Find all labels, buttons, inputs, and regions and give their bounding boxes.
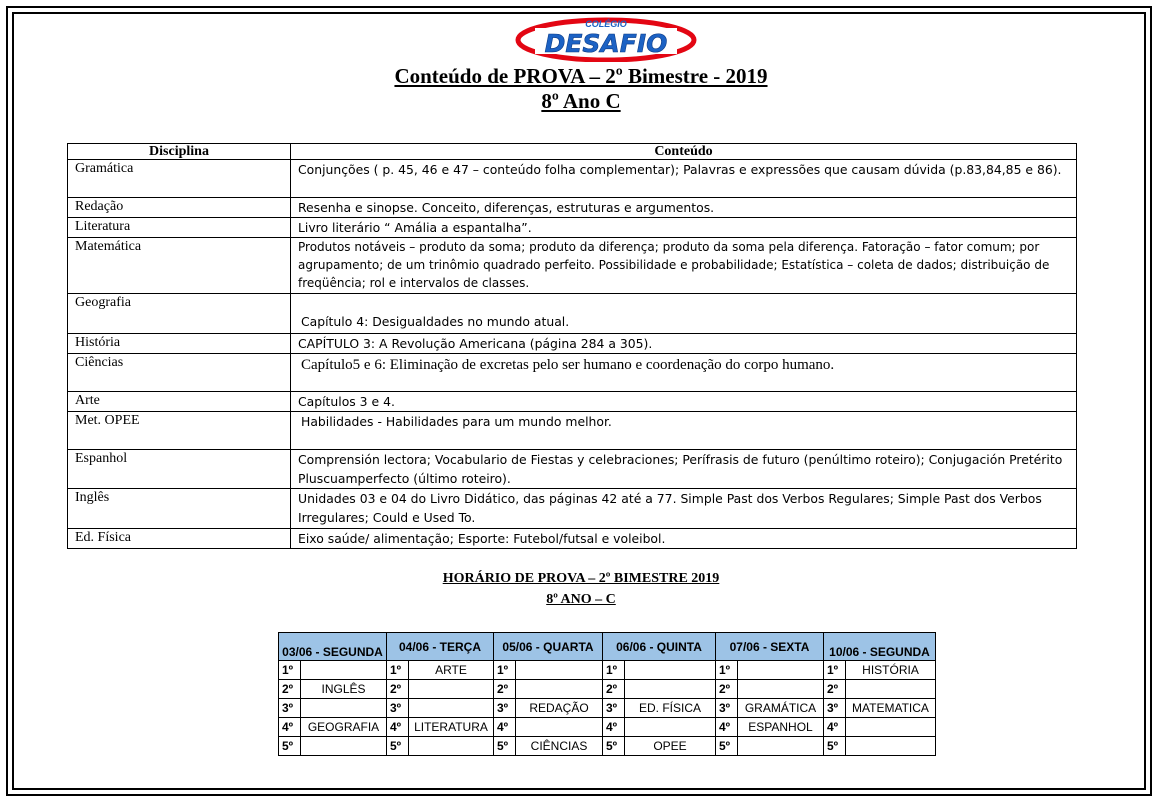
- period-label: 4º: [716, 718, 738, 737]
- header-disciplina: Disciplina: [68, 144, 291, 160]
- discipline-cell: Matemática: [68, 238, 291, 294]
- schedule-cell: ARTE: [409, 661, 494, 680]
- content-cell: Eixo saúde/ alimentação; Esporte: Futebol/futsal e voleibol.: [291, 529, 1077, 549]
- period-label: 3º: [494, 699, 516, 718]
- schedule-cell: [409, 699, 494, 718]
- page-title: Conteúdo de PROVA – 2º Bimestre - 2019: [394, 64, 768, 88]
- schedule-cell: [625, 661, 716, 680]
- schedule-cell: [516, 661, 603, 680]
- schedule-cell: [738, 661, 824, 680]
- schedule-cell: [516, 718, 603, 737]
- content-cell: Capítulos 3 e 4.: [291, 392, 1077, 412]
- content-cell: Habilidades - Habilidades para um mundo melhor.: [291, 412, 1077, 450]
- schedule-cell: OPEE: [625, 737, 716, 756]
- period-label: 5º: [279, 737, 301, 756]
- period-label: 5º: [387, 737, 409, 756]
- class-title: 8º Ano C: [541, 89, 621, 113]
- content-header-row: [68, 144, 1077, 160]
- period-label: 4º: [279, 718, 301, 737]
- schedule-title: HORÁRIO DE PROVA – 2º BIMESTRE 2019: [442, 571, 720, 586]
- day-header: 03/06 - SEGUNDA: [279, 633, 387, 661]
- period-label: 1º: [494, 661, 516, 680]
- discipline-cell: Ed. Física: [68, 529, 291, 549]
- schedule-cell: HISTÓRIA: [846, 661, 936, 680]
- schedule-cell: [516, 680, 603, 699]
- schedule-cell: INGLÊS: [301, 680, 387, 699]
- day-header: 04/06 - TERÇA: [387, 633, 494, 661]
- schedule-cell: MATEMATICA: [846, 699, 936, 718]
- period-label: 2º: [494, 680, 516, 699]
- schedule-cell: GEOGRAFIA: [301, 718, 387, 737]
- period-label: 1º: [824, 661, 846, 680]
- schedule-cell: [846, 718, 936, 737]
- discipline-cell: Met. OPEE: [68, 412, 291, 450]
- schedule-cell: [301, 661, 387, 680]
- schedule-cell: [301, 699, 387, 718]
- logo-top-text: COLÉGIO: [585, 19, 627, 29]
- period-label: 2º: [824, 680, 846, 699]
- period-label: 3º: [603, 699, 625, 718]
- discipline-cell: Geografia: [68, 294, 291, 334]
- period-label: 1º: [603, 661, 625, 680]
- schedule-header-row: [279, 633, 936, 661]
- content-cell: Comprensión lectora; Vocabulario de Fiestas y celebraciones; Perífrasis de futuro (penúltimo roteiro); Conjugación Pretérito Pluscuamperfecto (último roteiro).: [291, 450, 1077, 489]
- content-cell: Capítulo 4: Desigualdades no mundo atual.: [291, 294, 1077, 334]
- content-cell: Livro literário “ Amália a espantalha”.: [291, 218, 1077, 238]
- period-label: 5º: [716, 737, 738, 756]
- day-header: 07/06 - SEXTA: [716, 633, 824, 661]
- discipline-cell: Ciências: [68, 354, 291, 392]
- period-label: 1º: [279, 661, 301, 680]
- discipline-cell: Gramática: [68, 160, 291, 198]
- table-row: [68, 198, 1077, 218]
- schedule-cell: LITERATURA: [409, 718, 494, 737]
- content-cell: Conjunções ( p. 45, 46 e 47 – conteúdo folha complementar); Palavras e expressões que causam dúvida (p.83,84,85 e 86).: [291, 160, 1077, 198]
- schedule-cell: ESPANHOL: [738, 718, 824, 737]
- table-row: [68, 354, 1077, 392]
- schedule-row: [279, 699, 936, 718]
- table-row: [68, 238, 1077, 294]
- schedule-cell: [301, 737, 387, 756]
- period-label: 3º: [716, 699, 738, 718]
- discipline-cell: Inglês: [68, 489, 291, 529]
- schedule-cell: [846, 737, 936, 756]
- logo-main-text: DESAFIO: [544, 29, 668, 58]
- schedule-cell: ED. FÍSICA: [625, 699, 716, 718]
- content-cell: CAPÍTULO 3: A Revolução Americana (página 284 a 305).: [291, 334, 1077, 354]
- period-label: 1º: [716, 661, 738, 680]
- discipline-cell: História: [68, 334, 291, 354]
- period-label: 5º: [603, 737, 625, 756]
- period-label: 3º: [279, 699, 301, 718]
- discipline-cell: Redação: [68, 198, 291, 218]
- schedule-cell: [409, 680, 494, 699]
- content-cell: Produtos notáveis – produto da soma; produto da diferença; produto da soma pela diferença. Fatoração – fator comum; por agrupamento; de um trinômio quadrado perfeito. Possibilidade e probabilidade; Estatística – coleta de dados; distribuição de freqüência; rol e intervalos de classes.: [291, 238, 1077, 294]
- discipline-cell: Arte: [68, 392, 291, 412]
- table-row: [68, 392, 1077, 412]
- schedule-row: [279, 661, 936, 680]
- period-label: 2º: [603, 680, 625, 699]
- day-header: 06/06 - QUINTA: [603, 633, 716, 661]
- table-row: [68, 294, 1077, 334]
- schedule-cell: [846, 680, 936, 699]
- discipline-cell: Literatura: [68, 218, 291, 238]
- schedule-table: [278, 632, 936, 756]
- header-conteudo: Conteúdo: [291, 144, 1077, 160]
- period-label: 2º: [387, 680, 409, 699]
- period-label: 3º: [824, 699, 846, 718]
- discipline-cell: Espanhol: [68, 450, 291, 489]
- schedule-cell: REDAÇÃO: [516, 699, 603, 718]
- period-label: 4º: [494, 718, 516, 737]
- period-label: 2º: [716, 680, 738, 699]
- period-label: 3º: [387, 699, 409, 718]
- period-label: 5º: [494, 737, 516, 756]
- schedule-cell: [738, 680, 824, 699]
- schedule-cell: [625, 680, 716, 699]
- schedule-row: [279, 737, 936, 756]
- table-row: [68, 218, 1077, 238]
- content-cell: Unidades 03 e 04 do Livro Didático, das páginas 42 até a 77. Simple Past dos Verbos Regulares; Simple Past dos Verbos Irregulares; Could e Used To.: [291, 489, 1077, 529]
- school-logo: [513, 14, 699, 62]
- day-header: 05/06 - QUARTA: [494, 633, 603, 661]
- day-header: 10/06 - SEGUNDA: [824, 633, 936, 661]
- schedule-row: [279, 718, 936, 737]
- table-row: [68, 334, 1077, 354]
- content-table: [67, 143, 1077, 549]
- schedule-subtitle: 8º ANO – C: [546, 592, 616, 607]
- content-cell: Capítulo5 e 6: Eliminação de excretas pelo ser humano e coordenação do corpo humano.: [291, 354, 1077, 392]
- period-label: 5º: [824, 737, 846, 756]
- schedule-row: [279, 680, 936, 699]
- schedule-cell: [625, 718, 716, 737]
- table-row: [68, 450, 1077, 489]
- table-row: [68, 412, 1077, 450]
- schedule-cell: [738, 737, 824, 756]
- period-label: 4º: [387, 718, 409, 737]
- period-label: 2º: [279, 680, 301, 699]
- table-row: [68, 489, 1077, 529]
- schedule-cell: CIÊNCIAS: [516, 737, 603, 756]
- period-label: 1º: [387, 661, 409, 680]
- content-cell: Resenha e sinopse. Conceito, diferenças, estruturas e argumentos.: [291, 198, 1077, 218]
- table-row: [68, 160, 1077, 198]
- schedule-cell: GRAMÁTICA: [738, 699, 824, 718]
- table-row: [68, 529, 1077, 549]
- period-label: 4º: [824, 718, 846, 737]
- period-label: 4º: [603, 718, 625, 737]
- schedule-cell: [409, 737, 494, 756]
